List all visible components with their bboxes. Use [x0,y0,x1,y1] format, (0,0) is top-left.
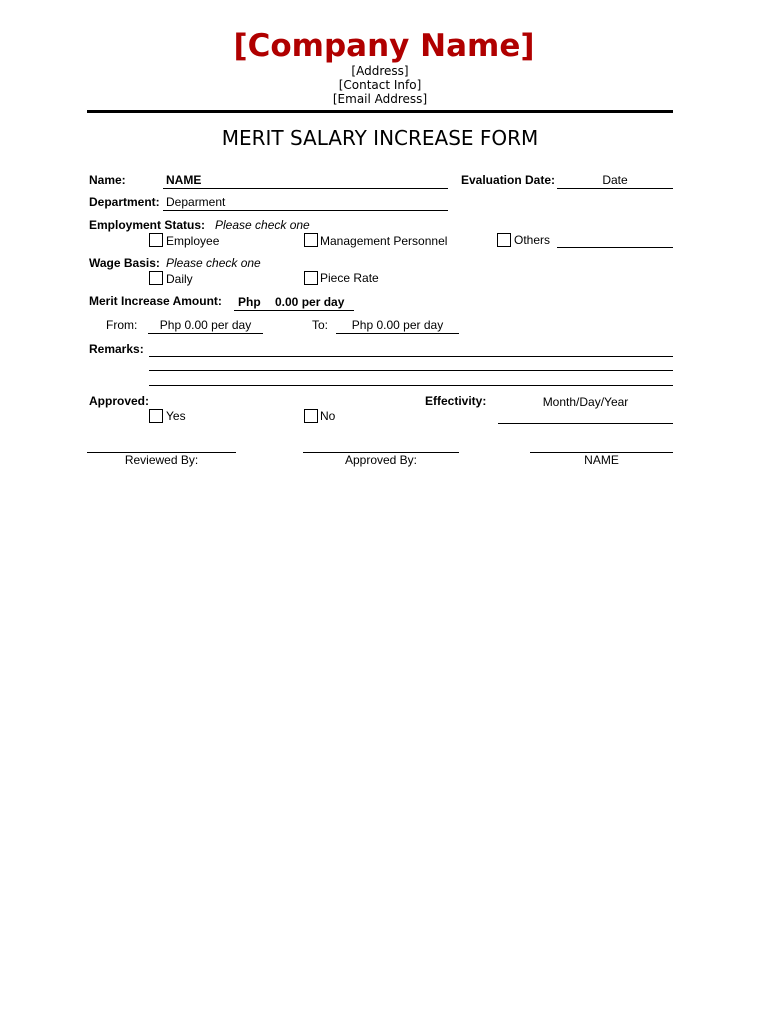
piece-rate-checkbox[interactable] [304,271,318,285]
signature-name-label: NAME [584,453,619,467]
employee-option-label: Employee [166,234,220,248]
merit-increase-label: Merit Increase Amount: [89,294,222,308]
others-option-label: Others [514,233,551,247]
others-checkbox[interactable] [497,233,511,247]
department-underline [163,210,448,211]
remarks-line-1[interactable] [149,356,673,357]
from-underline [148,333,263,334]
merit-amount-field[interactable]: 0.00 per day [275,295,345,309]
employment-status-hint: Please check one [215,218,310,232]
evaluation-date-underline [557,188,673,189]
header-divider [87,110,673,113]
no-checkbox[interactable] [304,409,318,423]
daily-checkbox[interactable] [149,271,163,285]
effectivity-field[interactable]: Month/Day/Year [542,395,629,409]
piece-rate-option-label: Piece Rate [320,271,379,285]
department-label: Department: [89,195,160,209]
yes-checkbox[interactable] [149,409,163,423]
company-name: [Company Name] [233,28,535,64]
remarks-label: Remarks: [89,342,144,356]
evaluation-date-label: Evaluation Date: [461,173,556,187]
effectivity-underline [498,423,673,424]
company-email: [Email Address] [332,92,428,106]
form-title: MERIT SALARY INCREASE FORM [221,126,539,150]
merit-currency: Php [238,295,261,309]
management-personnel-option-label: Management Personnel [320,234,448,248]
employment-status-label: Employment Status: [89,218,206,232]
yes-option-label: Yes [166,409,186,423]
company-contact-info: [Contact Info] [338,78,422,92]
approved-by-label: Approved By: [344,453,418,467]
evaluation-date-field[interactable]: Date [602,173,628,187]
to-label: To: [312,318,329,332]
name-field[interactable]: NAME [166,173,202,187]
wage-basis-hint: Please check one [166,256,261,270]
merit-amount-underline [234,310,354,311]
department-field[interactable]: Deparment [166,195,226,209]
remarks-line-3[interactable] [149,385,673,386]
reviewed-by-label: Reviewed By: [124,453,199,467]
no-option-label: No [320,409,336,423]
remarks-line-2[interactable] [149,370,673,371]
effectivity-label: Effectivity: [425,394,487,408]
to-field[interactable]: Php 0.00 per day [351,318,444,332]
management-personnel-checkbox[interactable] [304,233,318,247]
from-field[interactable]: Php 0.00 per day [159,318,252,332]
name-underline [163,188,448,189]
wage-basis-label: Wage Basis: [89,256,160,270]
from-label: From: [106,318,138,332]
employee-checkbox[interactable] [149,233,163,247]
others-specify-field[interactable] [557,247,673,248]
to-underline [336,333,459,334]
approved-label: Approved: [89,394,149,408]
daily-option-label: Daily [166,272,193,286]
name-label: Name: [89,173,126,187]
company-address: [Address] [351,64,409,78]
